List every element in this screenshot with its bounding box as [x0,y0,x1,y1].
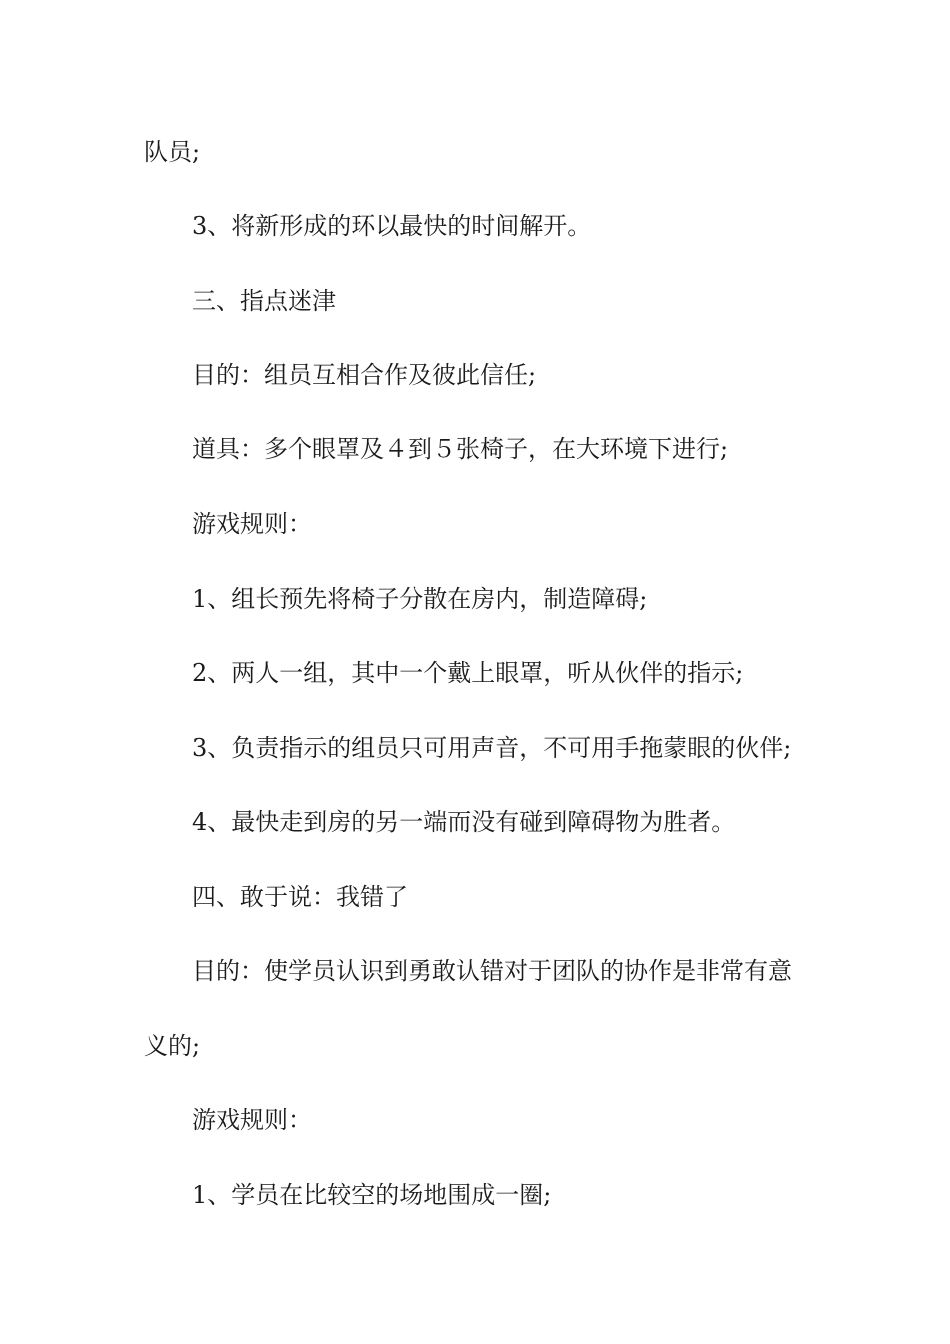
text-line: 义的; [144,1032,201,1060]
list-item: 1、学员在比较空的场地围成一圈; [192,1181,552,1209]
text-line: 游戏规则： [192,510,312,538]
text-line: 游戏规则： [192,1106,312,1134]
text-line: 道具：多个眼罩及４到５张椅子，在大环境下进行; [192,435,729,463]
list-item: 3、负责指示的组员只可用声音，不可用手拖蒙眼的伙伴; [192,734,792,762]
section-heading: 四、敢于说：我错了 [192,883,408,911]
text-line: 3、将新形成的环以最快的时间解开。 [192,212,592,240]
list-item: 4、最快走到房的另一端而没有碰到障碍物为胜者。 [192,808,736,836]
text-line: 目的：使学员认识到勇敢认错对于团队的协作是非常有意 [192,957,792,985]
text-line: 目的：组员互相合作及彼此信任; [192,361,537,389]
list-item: 1、组长预先将椅子分散在房内，制造障碍; [192,585,648,613]
section-heading: 三、指点迷津 [192,287,336,315]
list-item: 2、两人一组，其中一个戴上眼罩，听从伙伴的指示; [192,659,744,687]
text-line: 队员; [144,138,201,166]
